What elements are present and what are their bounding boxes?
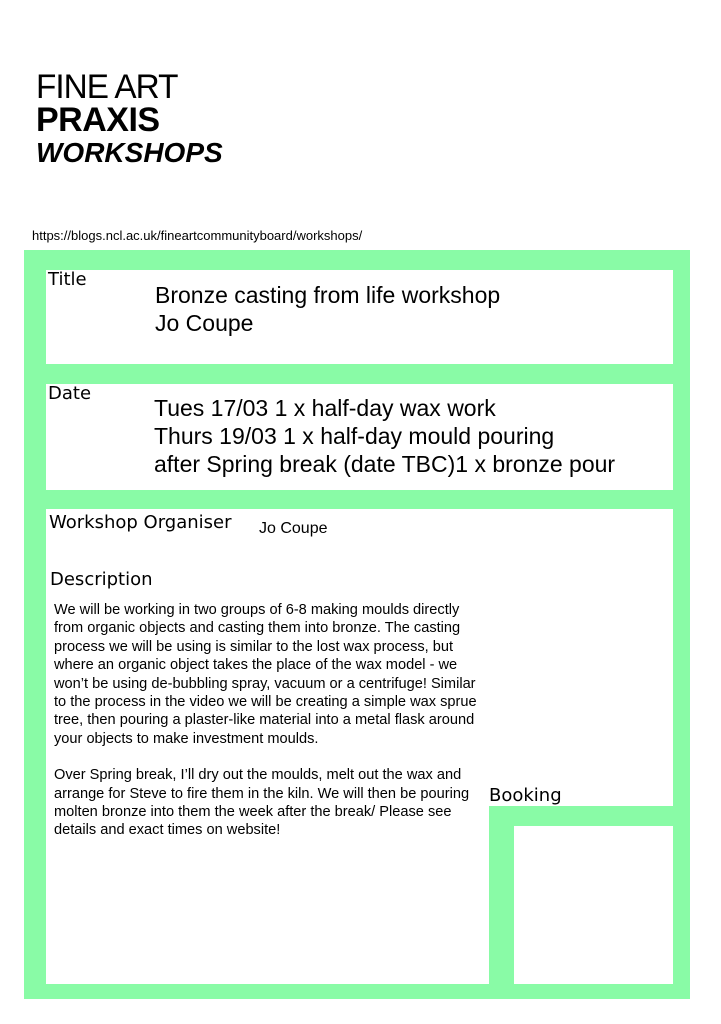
organiser-value: Jo Coupe (259, 520, 328, 537)
details-panel-top-right (489, 509, 673, 806)
date-panel (46, 384, 673, 490)
logo-line-fine-art: FINE ART (36, 68, 178, 106)
title-line-organiser: Jo Coupe (155, 310, 254, 336)
logo (36, 70, 223, 171)
title-line-workshop: Bronze casting from life workshop (155, 282, 501, 308)
logo-line-workshops: WORKSHOPS (36, 137, 223, 168)
booking-box[interactable] (514, 826, 673, 984)
date-label: Date (48, 383, 92, 404)
form-frame (24, 250, 690, 999)
booking-label: Booking (489, 785, 562, 806)
organiser-label: Workshop Organiser (49, 512, 232, 533)
description-paragraph-2: Over Spring break, I’ll dry out the moulds, melt out the wax and arrange for Steve to fire them in the kiln. We will then be pouring molten bronze into them the week after the break/ Please see details and exact times on website! (54, 767, 470, 839)
logo-line-praxis: PRAXIS (36, 101, 160, 139)
date-line-1: Tues 17/03 1 x half-day wax work (154, 395, 496, 421)
description-paragraph-1: We will be working in two groups of 6-8 making moulds directly from organic objects and casting them into bronze. The casting process we will be using is similar to the lost wax process, but where an organic object takes the place of the wax model - we won’t be using de-bubbling spray, vacuum or a centrifuge! Similar to the process in the video we will be creating a simple wax sprue tree, then pouring a plaster-like material into a metal flask around your objects to make investment moulds. (54, 602, 477, 747)
workshops-url[interactable]: https://blogs.ncl.ac.uk/fineartcommunityboard/workshops/ (32, 228, 363, 243)
description-text (54, 601, 484, 858)
date-line-2: Thurs 19/03 1 x half-day mould pouring (154, 423, 555, 449)
title-panel (46, 270, 673, 364)
title-label: Title (48, 269, 87, 290)
date-line-3: after Spring break (date TBC)1 x bronze pour (154, 451, 616, 477)
description-label: Description (50, 569, 153, 590)
